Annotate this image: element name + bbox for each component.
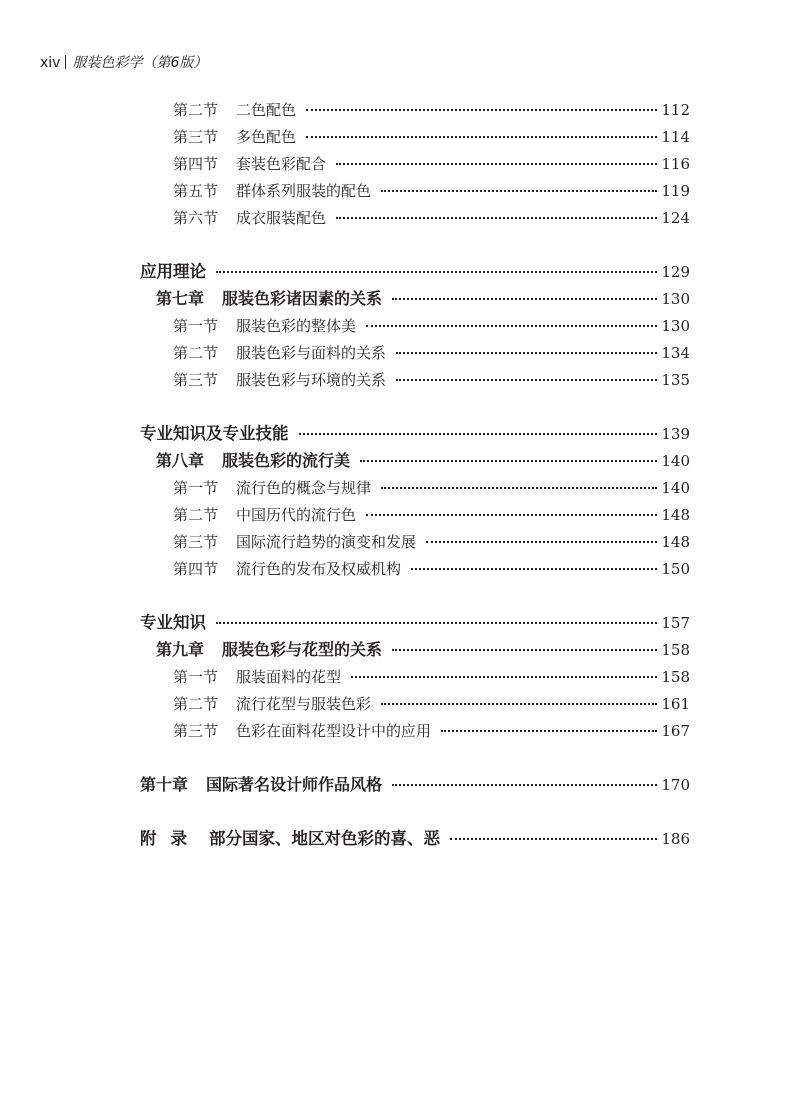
toc-section-row[interactable]: [173, 530, 690, 554]
dot-leader: [441, 730, 657, 732]
section-title: 中国历代的流行色: [236, 506, 357, 524]
toc-section-row[interactable]: [173, 179, 690, 203]
section-number: 第二节: [173, 506, 219, 524]
header-page-number: xiv: [40, 55, 61, 71]
dot-leader: [216, 271, 657, 273]
section-number: 第四节: [173, 560, 219, 578]
chapter-title: 服装色彩与花型的关系: [222, 640, 383, 659]
page-number: 157: [661, 614, 690, 632]
page-number: 124: [661, 209, 690, 227]
toc-section-row[interactable]: [173, 125, 690, 149]
page-number: 158: [661, 641, 690, 659]
toc-section-row[interactable]: [173, 692, 690, 716]
section-number: 第一节: [173, 479, 219, 497]
page-number: 112: [661, 101, 690, 119]
appendix-title: 部分国家、地区对色彩的喜、恶: [209, 829, 440, 848]
section-title: 服装色彩与面料的关系: [236, 344, 387, 362]
section-title: 群体系列服装的配色: [236, 182, 372, 200]
page-number: 134: [661, 344, 690, 362]
section-number: 第二节: [173, 101, 219, 119]
dot-leader: [381, 190, 657, 192]
section-title: 服装色彩的整体美: [236, 317, 357, 335]
part-title: 专业知识: [140, 613, 206, 632]
toc-part-row[interactable]: [140, 260, 690, 284]
part-title: 专业知识及专业技能: [140, 424, 289, 443]
dot-leader: [396, 379, 657, 381]
section-title: 国际流行趋势的演变和发展: [236, 533, 417, 551]
toc-chapter-row[interactable]: [140, 773, 690, 797]
chapter-number: 第八章: [156, 451, 205, 470]
dot-leader: [381, 703, 657, 705]
toc-section-row[interactable]: [173, 152, 690, 176]
dot-leader: [396, 352, 657, 354]
section-title: 色彩在面料花型设计中的应用: [236, 722, 432, 740]
toc-section-row[interactable]: [173, 368, 690, 392]
appendix-label: 附录: [140, 829, 201, 848]
page-number: 167: [661, 722, 690, 740]
dot-leader: [392, 298, 657, 300]
page-number: 148: [661, 533, 690, 551]
section-number: 第二节: [173, 695, 219, 713]
dot-leader: [306, 109, 657, 111]
dot-leader: [450, 838, 657, 840]
section-number: 第四节: [173, 155, 219, 173]
dot-leader: [392, 649, 657, 651]
page-number: 186: [661, 830, 690, 848]
toc-section-row[interactable]: [173, 206, 690, 230]
toc-section-row[interactable]: [173, 98, 690, 122]
dot-leader: [306, 136, 657, 138]
section-title: 套装色彩配合: [236, 155, 327, 173]
section-number: 第三节: [173, 722, 219, 740]
page-number: 114: [661, 128, 690, 146]
section-title: 服装色彩与环境的关系: [236, 371, 387, 389]
dot-leader: [360, 460, 657, 462]
toc-part-row[interactable]: [140, 422, 690, 446]
page-number: 140: [661, 452, 690, 470]
part-title: 应用理论: [140, 262, 206, 281]
chapter-title: 服装色彩诸因素的关系: [222, 289, 383, 308]
dot-leader: [366, 514, 657, 516]
page-number: 140: [661, 479, 690, 497]
toc-section-row[interactable]: [173, 665, 690, 689]
dot-leader: [411, 568, 657, 570]
page-number: 116: [661, 155, 690, 173]
page-number: 129: [661, 263, 690, 281]
dot-leader: [366, 325, 657, 327]
chapter-number: 第九章: [156, 640, 205, 659]
dot-leader: [299, 433, 658, 435]
toc-appendix-row[interactable]: [140, 827, 690, 851]
chapter-title: 国际著名设计师作品风格: [206, 775, 383, 794]
section-title: 流行色的发布及权威机构: [236, 560, 402, 578]
dot-leader: [381, 487, 657, 489]
section-number: 第三节: [173, 371, 219, 389]
page-number: 119: [661, 182, 690, 200]
toc-section-row[interactable]: [173, 314, 690, 338]
section-number: 第三节: [173, 533, 219, 551]
page-number: 135: [661, 371, 690, 389]
chapter-title: 服装色彩的流行美: [222, 451, 351, 470]
toc-chapter-row[interactable]: [156, 287, 690, 311]
section-number: 第二节: [173, 344, 219, 362]
page-number: 130: [661, 317, 690, 335]
page-number: 150: [661, 560, 690, 578]
chapter-number: 第十章: [140, 775, 189, 794]
dot-leader: [426, 541, 657, 543]
page-number: 158: [661, 668, 690, 686]
section-title: 成衣服装配色: [236, 209, 327, 227]
dot-leader: [216, 622, 657, 624]
toc-chapter-row[interactable]: [156, 638, 690, 662]
toc-section-row[interactable]: [173, 503, 690, 527]
toc-section-row[interactable]: [173, 476, 690, 500]
section-number: 第五节: [173, 182, 219, 200]
section-number: 第一节: [173, 668, 219, 686]
section-number: 第一节: [173, 317, 219, 335]
dot-leader: [351, 676, 657, 678]
section-number: 第六节: [173, 209, 219, 227]
toc-section-row[interactable]: [173, 341, 690, 365]
dot-leader: [336, 163, 657, 165]
chapter-number: 第七章: [156, 289, 205, 308]
section-title: 多色配色: [236, 128, 297, 146]
page-number: 170: [661, 776, 690, 794]
toc-chapter-row[interactable]: [156, 449, 690, 473]
dot-leader: [336, 217, 657, 219]
toc-part-row[interactable]: [140, 611, 690, 635]
dot-leader: [392, 784, 657, 786]
toc-section-row[interactable]: [173, 557, 690, 581]
section-title: 服装面料的花型: [236, 668, 342, 686]
section-number: 第三节: [173, 128, 219, 146]
section-title: 流行色的概念与规律: [236, 479, 372, 497]
page-number: 130: [661, 290, 690, 308]
section-title: 二色配色: [236, 101, 297, 119]
page-number: 139: [661, 425, 690, 443]
toc-section-row[interactable]: [173, 719, 690, 743]
page-number: 148: [661, 506, 690, 524]
page-number: 161: [661, 695, 690, 713]
header-book-title: 服装色彩学（第6版）: [72, 55, 208, 71]
section-title: 流行花型与服装色彩: [236, 695, 372, 713]
